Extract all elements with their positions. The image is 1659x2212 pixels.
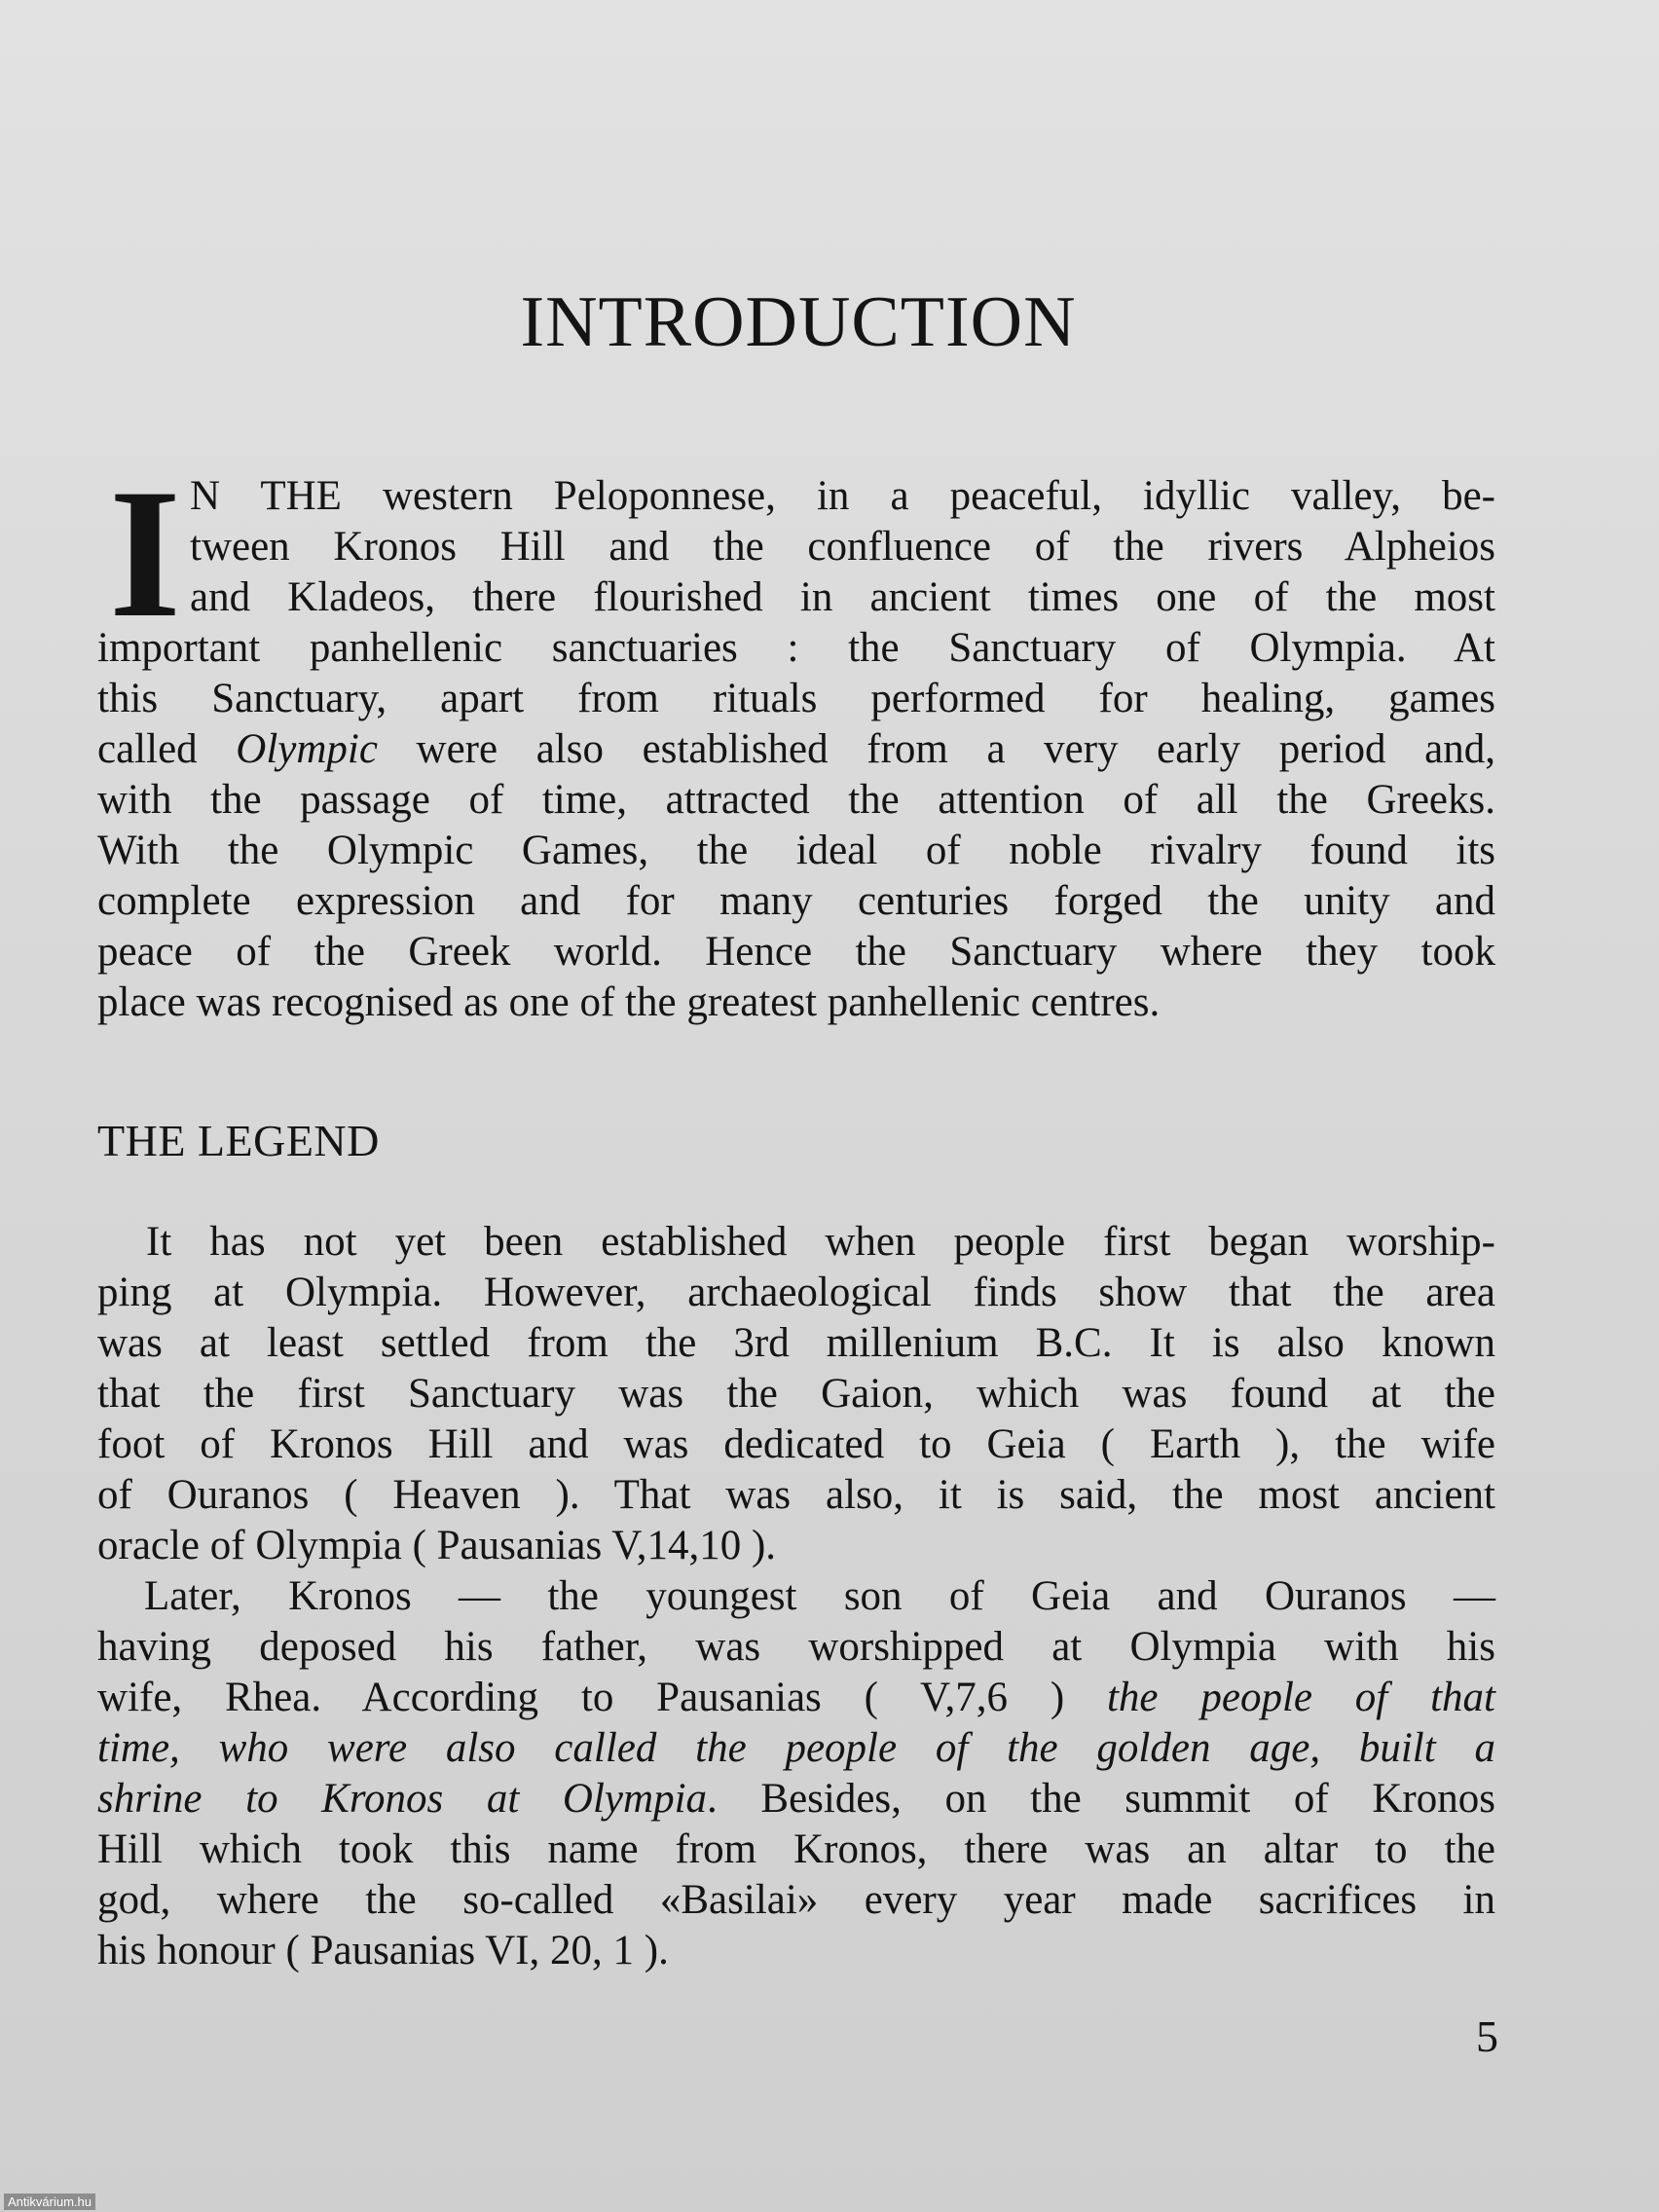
intro-line: peace of the Greek world. Hence the Sanctuary where they took	[97, 929, 1495, 975]
legend-line: god, where the so-called «Basilai» every year made sacrifices in	[97, 1877, 1495, 1923]
legend-line: Hill which took this name from Kronos, there was an altar to the	[97, 1826, 1495, 1872]
legend-line: foot of Kronos Hill and was dedicated to Geia ( Earth ), the wife	[97, 1421, 1495, 1467]
legend-paragraphs	[97, 1217, 1495, 1976]
intro-line-suffix: were also established from a very early period and,	[377, 726, 1495, 772]
quote-italic: the people of that	[1106, 1675, 1495, 1720]
intro-line: with the passage of time, attracted the attention of all the Greeks.	[97, 777, 1495, 823]
quote-italic: time, who were also called the people of the golden age, built a	[97, 1725, 1495, 1771]
legend-line	[97, 1673, 1495, 1723]
quote-italic: shrine to Kronos at Olympia	[97, 1776, 708, 1822]
page-title: INTRODUCTION	[520, 282, 1077, 362]
drop-cap: I	[109, 452, 181, 656]
legend-line: was at least settled from the 3rd millenium B.C. It is also known	[97, 1320, 1495, 1366]
legend-line-suffix: . Besides, on the summit of Kronos	[707, 1776, 1495, 1822]
legend-line: having deposed his father, was worshipped at Olympia with his	[97, 1624, 1495, 1670]
legend-line: oracle of Olympia ( Pausanias V,14,10 ).	[97, 1523, 777, 1568]
legend-line	[97, 1774, 1495, 1825]
page-number: 5	[1476, 2011, 1498, 2061]
intro-line: important panhellenic sanctuaries : the Sanctuary of Olympia. At	[97, 625, 1495, 671]
legend-line: that the first Sanctuary was the Gaion, which was found at the	[97, 1371, 1495, 1417]
legend-line: It has not yet been established when people first began worship-	[146, 1219, 1495, 1265]
intro-line: With the Olympic Games, the ideal of noble rivalry found its	[97, 828, 1495, 873]
intro-line	[97, 724, 1495, 775]
legend-line: ping at Olympia. However, archaeological finds show that the area	[97, 1270, 1495, 1315]
intro-line: N THE western Peloponnese, in a peaceful, idyllic valley, be-	[190, 473, 1495, 519]
olympic-italic: Olympic	[236, 726, 378, 772]
intro-line: place was recognised as one of the greatest panhellenic centres.	[97, 979, 1161, 1025]
legend-line: Later, Kronos — the youngest son of Geia and Ouranos —	[144, 1573, 1495, 1619]
intro-paragraph	[97, 471, 1495, 1028]
intro-line: tween Kronos Hill and the confluence of the rivers Alpheios	[190, 524, 1495, 570]
intro-line: and Kladeos, there flourished in ancient times one of the most	[190, 574, 1495, 620]
legend-line: of Ouranos ( Heaven ). That was also, it is said, the most ancient	[97, 1472, 1495, 1518]
intro-line: complete expression and for many centuries forged the unity and	[97, 878, 1495, 924]
section-heading-legend: THE LEGEND	[97, 1116, 380, 1165]
intro-line: this Sanctuary, apart from rituals performed for healing, games	[97, 676, 1495, 721]
intro-line-prefix: called	[97, 726, 237, 772]
legend-line-prefix: wife, Rhea. According to Pausanias ( V,7,6 )	[97, 1675, 1107, 1720]
watermark-stamp: Antikvárium.hu	[4, 2194, 95, 2210]
legend-line: his honour ( Pausanias VI, 20, 1 ).	[97, 1928, 669, 1973]
legend-line	[97, 1723, 1495, 1774]
